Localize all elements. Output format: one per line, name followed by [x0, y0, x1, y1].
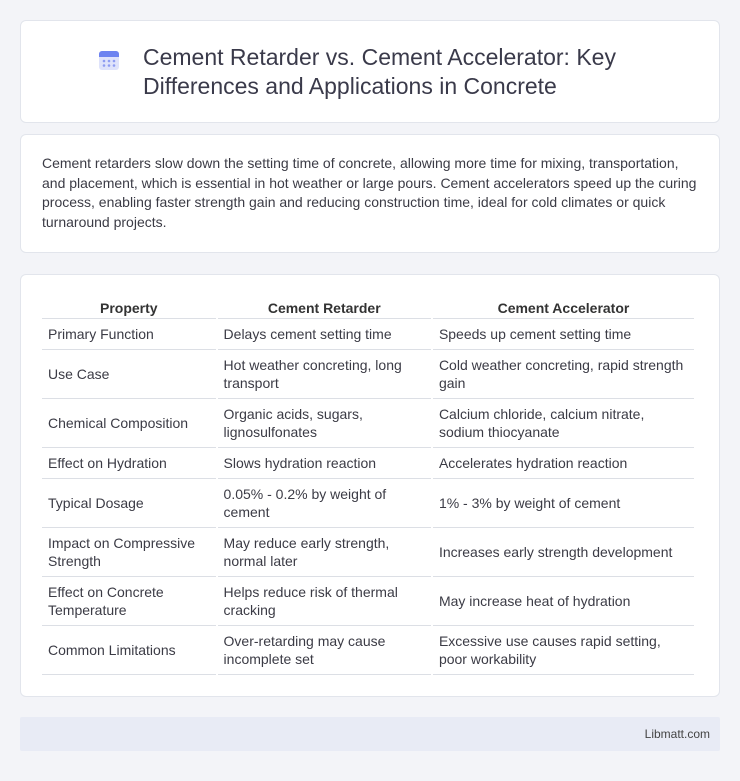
- table-cell-property: Effect on Hydration: [42, 448, 216, 479]
- intro-paragraph: Cement retarders slow down the setting time of concrete, allowing more time for mixing, transportation, and placement, which is essential in hot weather or large pours. Cement accelerators speed up the curing process, enabling faster strength gain and reducing construction time, ideal for cold climates or quick turnaround projects.: [42, 155, 697, 230]
- table-row: [42, 319, 694, 350]
- table-row: [42, 479, 694, 528]
- column-header-retarder: Cement Retarder: [218, 295, 431, 319]
- table-cell-retarder: May reduce early strength, normal later: [218, 528, 431, 577]
- table-cell-property: Impact on Compressive Strength: [42, 528, 216, 577]
- table-cell-accelerator: Increases early strength development: [433, 528, 694, 577]
- header-card: [20, 20, 720, 123]
- table-row: [42, 528, 694, 577]
- table-cell-property: Use Case: [42, 350, 216, 399]
- table-cell-accelerator: Speeds up cement setting time: [433, 319, 694, 350]
- table-cell-retarder: Over-retarding may cause incomplete set: [218, 626, 431, 675]
- column-header-accelerator: Cement Accelerator: [433, 295, 694, 319]
- intro-card: [20, 134, 720, 253]
- table-row: [42, 350, 694, 399]
- table-cell-property: Chemical Composition: [42, 399, 216, 448]
- table-cell-retarder: Hot weather concreting, long transport: [218, 350, 431, 399]
- comparison-table: [40, 295, 696, 675]
- table-cell-property: Common Limitations: [42, 626, 216, 675]
- calendar-icon: [97, 48, 121, 72]
- table-cell-accelerator: Calcium chloride, calcium nitrate, sodium thiocyanate: [433, 399, 694, 448]
- comparison-card: [20, 274, 720, 697]
- table-row: [42, 399, 694, 448]
- table-cell-retarder: Organic acids, sugars, lignosulfonates: [218, 399, 431, 448]
- page-title: Cement Retarder vs. Cement Accelerator: Key Differences and Applications in Concrete: [143, 43, 616, 99]
- footer: [20, 717, 720, 751]
- table-cell-retarder: 0.05% - 0.2% by weight of cement: [218, 479, 431, 528]
- table-header-row: [42, 295, 694, 319]
- table-cell-retarder: Helps reduce risk of thermal cracking: [218, 577, 431, 626]
- table-cell-accelerator: Excessive use causes rapid setting, poor workability: [433, 626, 694, 675]
- footer-site-link[interactable]: Libmatt.com: [644, 727, 710, 741]
- table-cell-property: Primary Function: [42, 319, 216, 350]
- table-cell-property: Typical Dosage: [42, 479, 216, 528]
- table-row: [42, 577, 694, 626]
- table-cell-accelerator: Cold weather concreting, rapid strength gain: [433, 350, 694, 399]
- table-cell-retarder: Delays cement setting time: [218, 319, 431, 350]
- table-row: [42, 448, 694, 479]
- table-cell-accelerator: Accelerates hydration reaction: [433, 448, 694, 479]
- table-cell-property: Effect on Concrete Temperature: [42, 577, 216, 626]
- table-row: [42, 626, 694, 675]
- column-header-property: Property: [42, 295, 216, 319]
- table-cell-retarder: Slows hydration reaction: [218, 448, 431, 479]
- table-cell-accelerator: May increase heat of hydration: [433, 577, 694, 626]
- table-cell-accelerator: 1% - 3% by weight of cement: [433, 479, 694, 528]
